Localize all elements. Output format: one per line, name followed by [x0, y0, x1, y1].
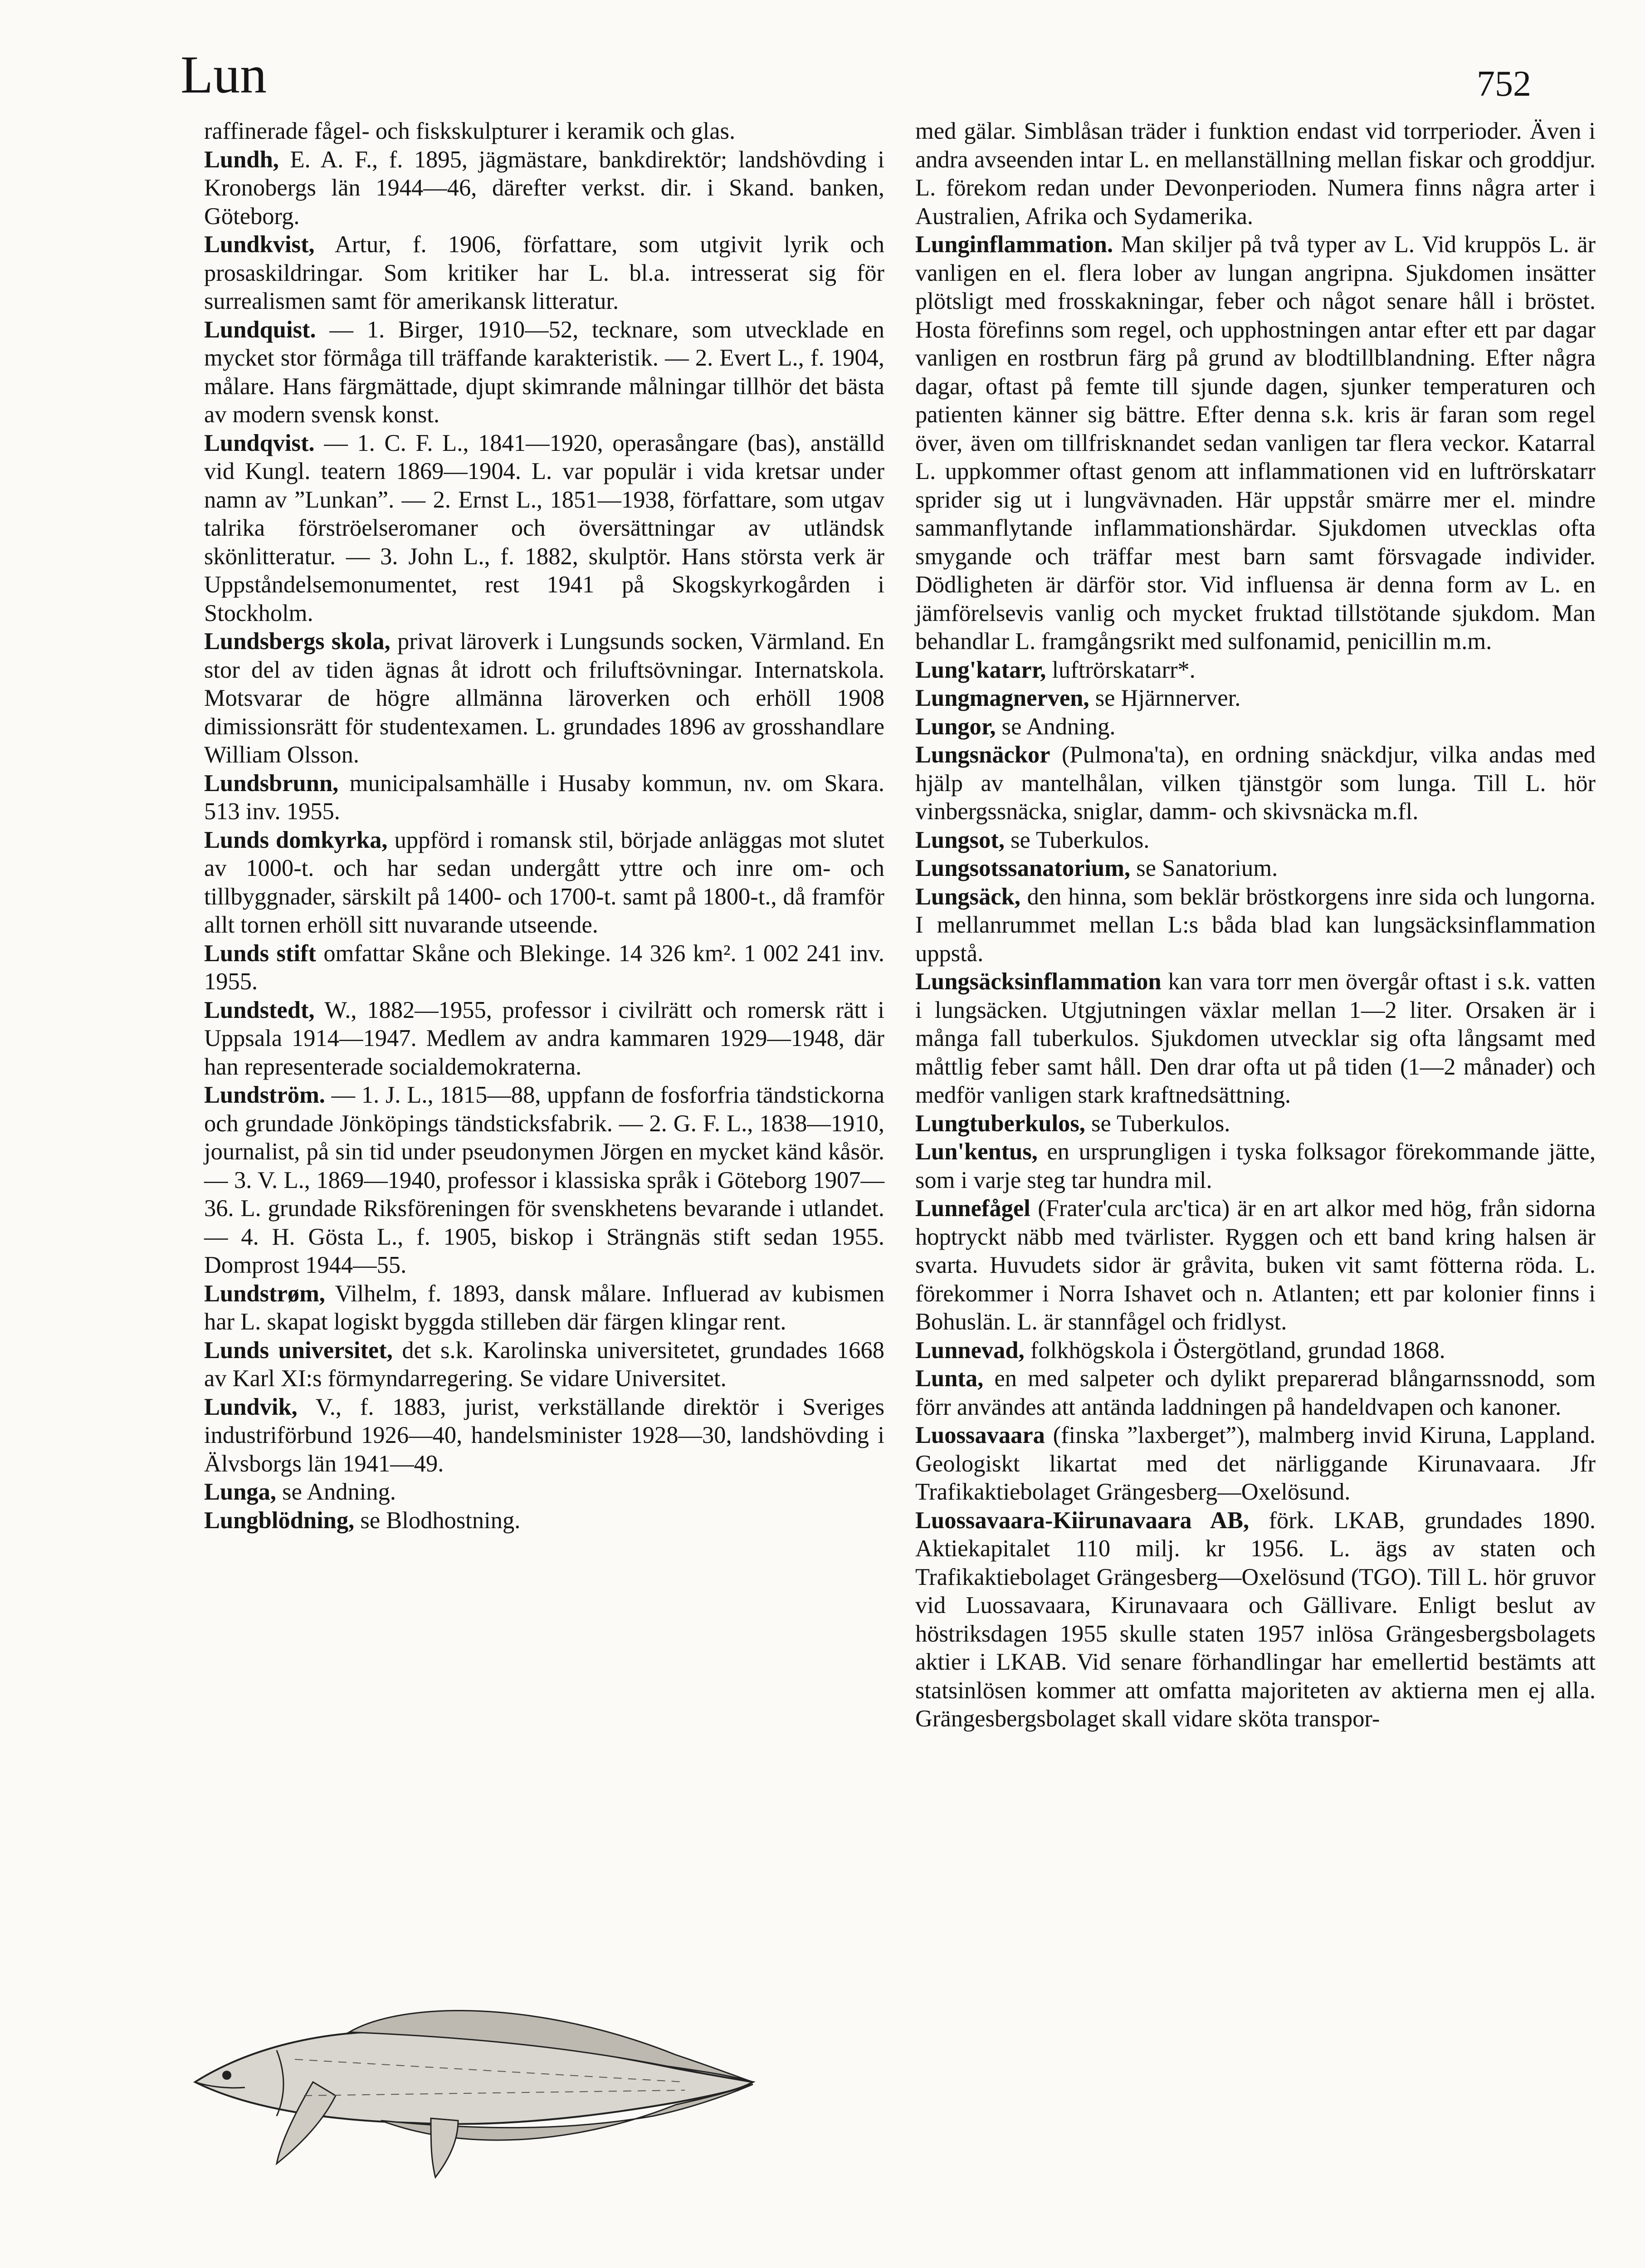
entry-headword: Lundsbrunn,	[204, 770, 339, 797]
entry-text: se Blodhostning.	[354, 1507, 521, 1534]
left-column	[204, 117, 884, 1535]
dictionary-entry	[204, 429, 884, 628]
entry-text: Vilhelm, f. 1893, dansk målare. Influerad av kubismen har L. skapat logiskt byggda stilleben där färgen klingar rent.	[204, 1280, 884, 1335]
entry-headword: Lundvik,	[204, 1393, 298, 1420]
entry-headword: Lunds domkyrka,	[204, 826, 388, 853]
dictionary-entry	[915, 741, 1596, 826]
entry-headword: Lunnefågel	[915, 1195, 1030, 1222]
dictionary-entry	[915, 1336, 1596, 1365]
dictionary-entry	[915, 117, 1596, 230]
entry-headword: Lungtuberkulos,	[915, 1110, 1085, 1137]
entry-text: med gälar. Simblåsan träder i funktion endast vid torrperioder. Även i andra avseenden intar L. en mellanställning mellan fiskar och groddjur. L. förekom redan under Devonperioden. Numera finns några arter i Australien, Afrika och Sydamerika.	[915, 118, 1596, 230]
entry-headword: Lungblödning,	[204, 1507, 355, 1534]
entry-text: uppförd i romansk stil, började anläggas mot slutet av 1000-t. och har sedan undergått yttre och inre om- och tillbyggnader, särskilt på 1400- och 1700-t. samt på 1800-t., då framför allt tornen erhöll sitt nuvarande utseende.	[204, 826, 885, 938]
dictionary-entry	[915, 684, 1596, 713]
lungfish-illustration	[177, 1946, 766, 2191]
entry-text: se Andning.	[276, 1479, 396, 1505]
entry-text: se Tuberkulos.	[1085, 1110, 1230, 1137]
dictionary-entry	[204, 1081, 884, 1280]
entry-text: en ursprungligen i tyska folksagor förekommande jätte, som i varje steg tar hundra mil.	[915, 1139, 1596, 1193]
entry-text: (Frater'cula arc'tica) är en art alkor med hög, från sidorna hoptryckt näbb med tvärlister. Ryggen och ett band kring halsen är svarta. Huvudets sidor är gråvita, buken vit samt fötterna röda. L. förekommer i Norra Ishavet och n. Atlanten; ett par kolonier finns i Bohuslän. L. är stannfågel och fridlyst.	[915, 1195, 1596, 1335]
entry-text: se Tuberkulos.	[1004, 826, 1150, 853]
entry-headword: Lung'katarr,	[915, 656, 1046, 683]
entry-text: privat läroverk i Lungsunds socken, Värmland. En stor del av tiden ägnas åt idrott och friluftsövningar. Internatskola. Motsvarar de högre allmänna läroverken och erhöll 1908 dimissionsrätt för studentexamen. L. grundades 1896 av grosshandlare William Olsson.	[204, 628, 884, 768]
entry-text: kan vara torr men övergår oftast i s.k. vatten i lungsäcken. Utgjutningen växlar mellan 1—2 liter. Orsaken är i många fall tuberkulos. Sjukdomen utvecklar sig ofta långsamt med måttlig feber samt håll. Den drar ofta ut på tiden (1—2 månader) och medför vanligen stark kraftnedsättning.	[915, 968, 1596, 1108]
dictionary-entry	[204, 1478, 884, 1506]
dictionary-entry	[915, 656, 1596, 684]
entry-headword: Luossavaara	[915, 1422, 1045, 1448]
entry-text: det s.k. Karolinska universitetet, grundades 1668 av Karl XI:s förmyndarregering. Se vidare Universitet.	[204, 1337, 884, 1392]
entry-text: Artur, f. 1906, författare, som utgivit lyrik och prosaskildringar. Som kritiker har L. bl.a. intresserat sig för surrealismen samt för amerikansk litteratur.	[204, 231, 884, 314]
entry-text: se Andning.	[996, 713, 1116, 740]
entry-text: municipalsamhälle i Husaby kommun, nv. om Skara. 513 inv. 1955.	[204, 770, 884, 825]
dictionary-entry	[204, 769, 884, 826]
entry-text: se Sanatorium.	[1130, 855, 1278, 881]
dictionary-entry	[204, 996, 884, 1081]
entry-headword: Lunds stift	[204, 940, 316, 967]
entry-text: — 1. Birger, 1910—52, tecknare, som utvecklade en mycket stor förmåga till träffande karakteristik. — 2. Evert L., f. 1904, målare. Hans färgmättade, djupt skimrande målningar tillhör det bästa av modern svensk konst.	[204, 316, 884, 428]
dictionary-entry	[204, 230, 884, 316]
entry-headword: Lun'kentus,	[915, 1139, 1038, 1165]
entry-text: V., f. 1883, jurist, verkställande direktör i Sveriges industriförbund 1926—40, handelsminister 1928—30, landshövding i Älvsborgs län 1941—49.	[204, 1393, 884, 1477]
entry-text: raffinerade fågel- och fiskskulpturer i keramik och glas.	[204, 118, 736, 144]
dictionary-entry	[915, 826, 1596, 855]
entry-headword: Lundquist.	[204, 316, 316, 343]
dictionary-entry	[204, 146, 884, 231]
dictionary-entry	[915, 968, 1596, 1110]
dictionary-entry	[204, 1280, 884, 1336]
entry-text: (Pulmona'ta), en ordning snäckdjur, vilka andas med hjälp av mantelhålan, vilken tjänstgör som lunga. Till L. hör vinbergssnäcka, sniglar, damm- och skivsnäcka m.fl.	[915, 742, 1596, 825]
entry-headword: Lunginflammation.	[915, 231, 1113, 258]
entry-text: se Hjärnnerver.	[1089, 685, 1241, 711]
entry-text: (finska ”laxberget”), malmberg invid Kiruna, Lappland. Geologiskt likartat med det närliggande Kirunavaara. Jfr Trafikaktiebolaget Grängesberg—Oxelösund.	[915, 1422, 1596, 1505]
entry-headword: Lundstrøm,	[204, 1280, 325, 1307]
entry-text: — 1. C. F. L., 1841—1920, operasångare (bas), anställd vid Kungl. teatern 1869—1904. L. var populär i vida kretsar under namn av ”Lunkan”. — 2. Ernst L., 1851—1938, författare, som utgav talrika förströelseromaner och översättningar av utländsk skönlitteratur. — 3. John L., f. 1882, skulptör. Hans största verk är Uppståndelsemonumentet, rest 1941 på Skogskyrkogården i Stockholm.	[204, 430, 884, 626]
entry-headword: Lungsotssanatorium,	[915, 855, 1131, 881]
dictionary-entry	[204, 1336, 884, 1393]
entry-headword: Luossavaara-Kiirunavaara AB,	[915, 1507, 1250, 1534]
dictionary-entry	[915, 1110, 1596, 1138]
entry-headword: Lundstedt,	[204, 997, 315, 1023]
entry-text: — 1. J. L., 1815—88, uppfann de fosforfria tändstickorna och grundade Jönköpings tändsticksfabrik. — 2. G. F. L., 1838—1910, journalist, på sin tid under pseudonymen Jörgen en mycket känd kåsör. — 3. V. L., 1869—1940, professor i klassiska språk i Göteborg 1907—36. L. grundade Riksföreningen för svenskhetens bevarande i utlandet. — 4. H. Gösta L., f. 1905, biskop i Strängnäs stift sedan 1955. Domprost 1944—55.	[204, 1082, 884, 1278]
dictionary-entry	[204, 117, 884, 146]
dictionary-entry	[915, 854, 1596, 883]
dictionary-entry	[915, 1421, 1596, 1506]
entry-text: luftrörskatarr*.	[1046, 656, 1196, 683]
dictionary-entry	[204, 1393, 884, 1478]
dictionary-entry	[204, 316, 884, 429]
right-column	[915, 117, 1596, 1733]
entry-headword: Lunga,	[204, 1479, 277, 1505]
dictionary-entry	[915, 883, 1596, 968]
entry-headword: Lungsot,	[915, 826, 1005, 853]
dictionary-entry	[204, 627, 884, 769]
entry-text: folkhögskola i Östergötland, grundad 1868.	[1024, 1337, 1445, 1364]
dictionary-entry	[915, 1364, 1596, 1421]
entry-headword: Lungsäcksinflammation	[915, 968, 1162, 995]
entry-headword: Lundkvist,	[204, 231, 315, 258]
dictionary-entry	[915, 713, 1596, 741]
page-number: 752	[1477, 64, 1531, 104]
entry-headword: Lunta,	[915, 1365, 984, 1392]
entry-headword: Lunds universitet,	[204, 1337, 393, 1364]
entry-headword: Lungsäck,	[915, 883, 1020, 910]
lungfish-figure	[177, 1946, 766, 2191]
entry-headword: Lunnevad,	[915, 1337, 1025, 1364]
entry-headword: Lungor,	[915, 713, 996, 740]
entry-text: W., 1882—1955, professor i civilrätt och romersk rätt i Uppsala 1914—1947. Medlem av andra kammaren 1929—1948, där han representerade socialdemokraterna.	[204, 997, 884, 1080]
dictionary-entry	[915, 1506, 1596, 1733]
entry-headword: Lungsnäckor	[915, 742, 1050, 768]
entry-headword: Lundsbergs skola,	[204, 628, 391, 655]
dictionary-entry	[204, 826, 884, 939]
dictionary-entry	[915, 1138, 1596, 1194]
entry-headword: Lundström.	[204, 1082, 325, 1108]
dictionary-entry	[204, 1506, 884, 1535]
running-head: Lun	[181, 45, 267, 104]
entry-text: en med salpeter och dylikt preparerad blångarnssnodd, som förr användes att antända laddningen på handeldvapen och kanoner.	[915, 1365, 1596, 1420]
dictionary-entry	[204, 939, 884, 996]
entry-text: omfattar Skåne och Blekinge. 14 326 km². 1 002 241 inv. 1955.	[204, 940, 884, 995]
entry-text: den hinna, som beklär bröstkorgens inre sida och lungorna. I mellanrummet mellan L:s båda blad kan lungsäcksinflammation uppstå.	[915, 883, 1596, 967]
entry-headword: Lundqvist.	[204, 430, 315, 456]
entry-headword: Lundh,	[204, 146, 279, 173]
dictionary-entry	[915, 1194, 1596, 1336]
entry-text: E. A. F., f. 1895, jägmästare, bankdirektör; landshövding i Kronobergs län 1944—46, därefter verkst. dir. i Skand. banken, Göteborg.	[204, 146, 884, 230]
entry-text: Man skiljer på två typer av L. Vid kruppös L. är vanligen en el. flera lober av lungan angripna. Sjukdomen insätter plötsligt med frosskakningar, feber och något senare håll i bröstet. Hosta förefinns som regel, och upphostningen antar efter ett par dagar vanligen en rostbrun färg på grund av blodtillblandning. Efter några dagar, oftast på femte till sjunde dagen, sjunker temperaturen och patienten känner sig bättre. Efter denna s.k. kris är faran som regel över, även om tillfrisknandet sedan vanligen tar flera veckor. Katarral L. uppkommer oftast genom att inflammationen vid en luftrörskatarr sprider sig ut i lungvävnaden. Här uppstår smärre mer el. mindre sammanflytande inflammationshärdar. Sjukdomen utvecklas ofta smygande och träffar mest barn samt försvagade individer. Dödligheten är därför stor. Vid influensa är denna form av L. en jämförelsevis vanlig och mycket fruktad tillstötande sjukdom. Man behandlar L. framgångsrikt med sulfonamid, penicillin m.m.	[915, 231, 1596, 655]
dictionary-entry	[915, 230, 1596, 656]
entry-text: förk. LKAB, grundades 1890. Aktiekapitalet 110 milj. kr 1956. L. ägs av staten och Trafikaktiebolaget Grängesberg—Oxelösund (TGO). Till L. hör gruvor vid Luossavaara, Kirunavaara och Gällivare. Enligt beslut av höstriksdagen 1955 skulle staten 1957 inlösa Grängesbergsbolagets aktier i LKAB. Vid senare förhandlingar har emellertid bestämts att statsinlösen kommer att omfatta majoriteten av aktierna men ej alla. Grängesbergsbolaget skall vidare sköta transpor-	[915, 1507, 1596, 1732]
entry-headword: Lungmagnerven,	[915, 685, 1089, 711]
